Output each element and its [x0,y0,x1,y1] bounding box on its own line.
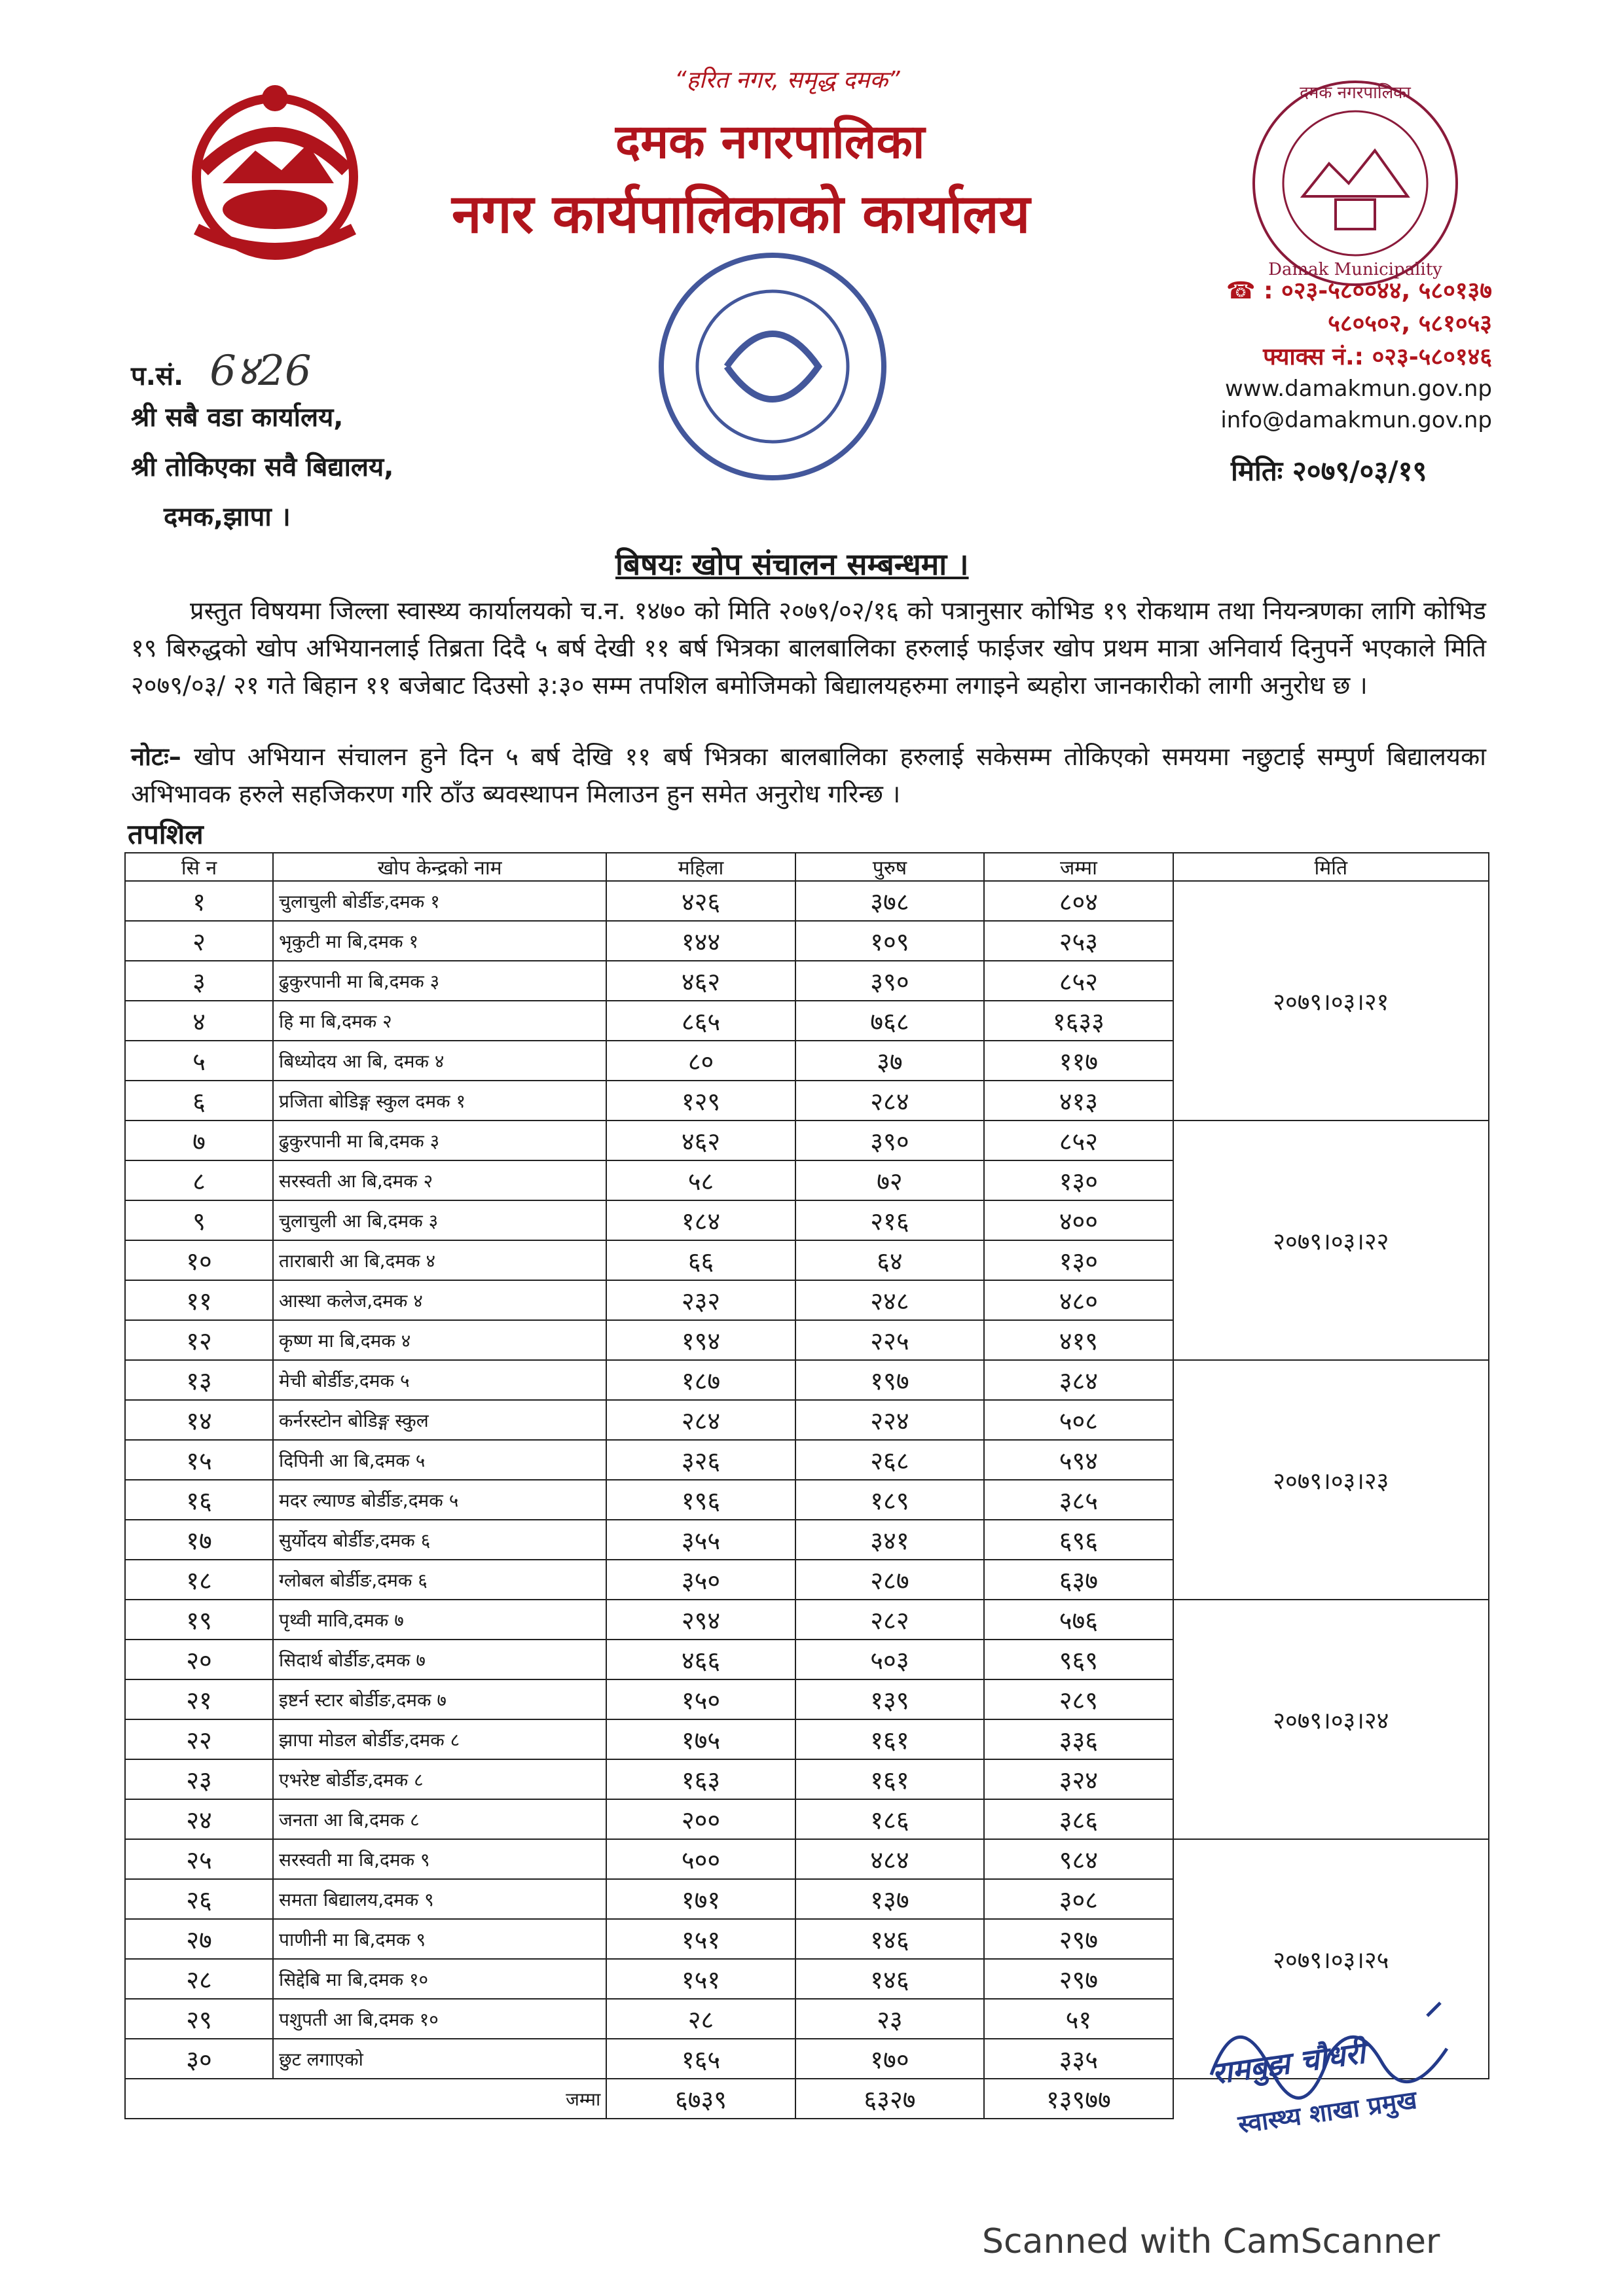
signatory-role: स्वास्थ्य शाखा प्रमुख [1236,2085,1419,2139]
row-female: १६५ [606,2039,795,2079]
reference-number [131,340,312,397]
row-sn: १ [125,881,273,921]
table-header-row [125,853,1489,881]
row-sn: २६ [125,1879,273,1919]
row-male: ३४१ [795,1520,984,1560]
row-male: ३७ [795,1041,984,1081]
row-male: १४६ [795,1959,984,1999]
logo-text-en: Damak Municipality [1268,260,1442,279]
header-sn: सि न [125,853,273,881]
row-male: १३७ [795,1879,984,1919]
row-total: १६३३ [984,1001,1173,1041]
row-total: ४१३ [984,1081,1173,1121]
row-total: ९६९ [984,1640,1173,1679]
row-sn: २० [125,1640,273,1679]
header-male: पुरुष [795,853,984,881]
row-sn: २४ [125,1799,273,1839]
row-female: ५०० [606,1839,795,1879]
note-label: नोटः– [131,742,181,771]
row-center-name: छुट लगाएको [273,2039,606,2079]
row-female: ४६२ [606,961,795,1001]
row-male: १६१ [795,1759,984,1799]
row-female: १७१ [606,1879,795,1919]
row-total: १३० [984,1240,1173,1280]
row-total: ८०४ [984,881,1173,921]
row-sn: ९ [125,1200,273,1240]
table-row [125,1121,1489,1160]
subject-line: बिषयः खोप संचालन सम्बन्धमा । [615,547,969,582]
row-center-name: ढुकुरपानी मा बि,दमक ३ [273,961,606,1001]
row-male: २४८ [795,1280,984,1320]
row-male: ४८४ [795,1839,984,1879]
row-center-name: कर्नरस्टोन बोडिङ्ग स्कुल [273,1400,606,1440]
row-sn: १६ [125,1480,273,1520]
table-row [125,1839,1489,1879]
row-female: २०० [606,1799,795,1839]
office-stamp-icon [648,236,897,497]
row-male: ६४ [795,1240,984,1280]
row-female: १९६ [606,1480,795,1520]
row-total: ११७ [984,1041,1173,1081]
row-center-name: हि मा बि,दमक २ [273,1001,606,1041]
row-center-name: इष्टर्न स्टार बोर्डीङ,दमक ७ [273,1679,606,1719]
row-center-name: प्रजिता बोडिङ्ग स्कुल दमक १ [273,1081,606,1121]
row-center-name: पृथ्वी मावि,दमक ७ [273,1600,606,1640]
row-date: २०७९।०३।२३ [1173,1360,1489,1600]
header-female: महिला [606,853,795,881]
row-female: १८७ [606,1360,795,1400]
row-center-name: चुलाचुली आ बि,दमक ३ [273,1200,606,1240]
row-male: ३९० [795,1121,984,1160]
header-center-name: खोप केन्द्रको नाम [273,853,606,881]
row-center-name: एभरेष्ट बोर्डीङ,दमक ८ [273,1759,606,1799]
row-male: २२४ [795,1400,984,1440]
row-sn: १३ [125,1360,273,1400]
row-female: ८६५ [606,1001,795,1041]
row-sn: ६ [125,1081,273,1121]
row-sn: १८ [125,1560,273,1600]
row-male: १९७ [795,1360,984,1400]
row-sn: ३ [125,961,273,1001]
row-male: २१६ [795,1200,984,1240]
row-date: २०७९।०३।२१ [1173,881,1489,1121]
row-female: १५० [606,1679,795,1719]
row-total: २९७ [984,1959,1173,1999]
row-female: १५१ [606,1919,795,1959]
row-female: २८ [606,1999,795,2039]
row-sn: १४ [125,1400,273,1440]
row-sn: ४ [125,1001,273,1041]
row-sn: ७ [125,1121,273,1160]
table-row [125,1360,1489,1400]
row-total: ३८६ [984,1799,1173,1839]
row-center-name: सिद्देबि मा बि,दमक १० [273,1959,606,1999]
row-center-name: ग्लोबल बोर्डीङ,दमक ६ [273,1560,606,1600]
row-female: ८० [606,1041,795,1081]
row-total: ३८४ [984,1360,1173,1400]
row-center-name: सिदार्थ बोर्डीङ,दमक ७ [273,1640,606,1679]
row-center-name: दिपिनी आ बि,दमक ५ [273,1440,606,1480]
row-total: ६९६ [984,1520,1173,1560]
addressee-line-1: श्री सबै वडा कार्यालय, [131,403,344,433]
table-row [125,881,1489,921]
row-male: १८९ [795,1480,984,1520]
letter-date: मितिः २०७९/०३/१९ [1231,455,1427,487]
row-sn: २२ [125,1719,273,1759]
reference-label: प.सं. [131,361,184,391]
row-female: ४६६ [606,1640,795,1679]
scanner-watermark: Scanned with CamScanner [982,2222,1440,2261]
row-male: २३ [795,1999,984,2039]
row-total: ८५२ [984,1121,1173,1160]
row-sn: ३० [125,2039,273,2079]
motto: “हरित नगर, समृद्ध दमक” [674,67,900,94]
phone-line-1: ☎ : ०२३-५८००४४, ५८०१३७ [1226,278,1492,304]
office-title: नगर कार्यपालिकाको कार्यालय [452,183,1030,245]
row-sn: १९ [125,1600,273,1640]
row-center-name: पशुपती आ बि,दमक १० [273,1999,606,2039]
schedule-title: तपशिल [128,818,204,850]
nepal-emblem-icon [177,72,373,275]
row-female: ५८ [606,1160,795,1200]
row-total: ८५२ [984,961,1173,1001]
row-total: १३० [984,1160,1173,1200]
row-total: ९८४ [984,1839,1173,1879]
row-sn: ११ [125,1280,273,1320]
addressee-block [131,393,393,542]
row-center-name: मेची बोर्डीङ,दमक ५ [273,1360,606,1400]
row-male: ७६८ [795,1001,984,1041]
row-sn: १५ [125,1440,273,1480]
row-male: २८४ [795,1081,984,1121]
row-male: २८२ [795,1600,984,1640]
row-female: ३५५ [606,1520,795,1560]
row-sn: १७ [125,1520,273,1560]
row-sn: १० [125,1240,273,1280]
row-total: ५७६ [984,1600,1173,1640]
row-female: ४२६ [606,881,795,921]
row-center-name: जनता आ बि,दमक ८ [273,1799,606,1839]
row-female: ३२६ [606,1440,795,1480]
row-male: २२५ [795,1320,984,1360]
row-total: २५३ [984,921,1173,961]
damak-municipality-logo-icon [1244,72,1467,295]
row-male: ५०३ [795,1640,984,1679]
reference-value: 6४26 [210,347,312,395]
row-male: ३९० [795,961,984,1001]
row-total: ३२४ [984,1759,1173,1799]
totals-label: जम्मा [125,2079,606,2119]
row-male: ३७८ [795,881,984,921]
row-female: १८४ [606,1200,795,1240]
addressee-line-3: दमक,झापा । [164,502,291,532]
contact-block [1220,275,1492,436]
row-sn: २८ [125,1959,273,1999]
total-male: ६३२७ [795,2079,984,2119]
row-date: २०७९।०३।२२ [1173,1121,1489,1360]
row-total: ५१ [984,1999,1173,2039]
row-male: १६१ [795,1719,984,1759]
row-total: २९७ [984,1919,1173,1959]
total-grand: १३९७७ [984,2079,1173,2119]
row-total: ४१९ [984,1320,1173,1360]
logo-text: दमक नगरपालिका [1300,83,1411,103]
row-center-name: चुलाचुली बोर्डीङ,दमक १ [273,881,606,921]
row-total: ५९४ [984,1440,1173,1480]
row-center-name: सरस्वती आ बि,दमक २ [273,1160,606,1200]
vaccination-schedule-table [124,852,1489,2119]
row-center-name: ताराबारी आ बि,दमक ४ [273,1240,606,1280]
row-sn: २७ [125,1919,273,1959]
row-male: १८६ [795,1799,984,1839]
row-total: ४८० [984,1280,1173,1320]
row-female: ४६२ [606,1121,795,1160]
row-female: १५१ [606,1959,795,1999]
row-total: ३३६ [984,1719,1173,1759]
row-female: ६६ [606,1240,795,1280]
row-female: १७५ [606,1719,795,1759]
row-date: २०७९।०३।२४ [1173,1600,1489,1839]
row-total: ५०८ [984,1400,1173,1440]
signatory-name: रामबुझ चौधरी [1209,2034,1368,2092]
row-male: १०९ [795,921,984,961]
row-sn: २३ [125,1759,273,1799]
header-total: जम्मा [984,853,1173,881]
row-male: ७२ [795,1160,984,1200]
row-female: १९४ [606,1320,795,1360]
row-sn: २९ [125,1999,273,2039]
row-date: २०७९।०३।२५ [1173,1839,1489,2079]
table-row [125,1600,1489,1640]
row-total: ४०० [984,1200,1173,1240]
row-female: ३५० [606,1560,795,1600]
row-total: २८९ [984,1679,1173,1719]
row-female: १४४ [606,921,795,961]
note-paragraph [131,738,1486,813]
row-sn: ८ [125,1160,273,1200]
row-male: १४६ [795,1919,984,1959]
row-center-name: समता बिद्यालय,दमक ९ [273,1879,606,1919]
row-center-name: भृकुटी मा बि,दमक १ [273,921,606,961]
row-total: ६३७ [984,1560,1173,1600]
row-male: १७० [795,2039,984,2079]
phone-line-2: ५८०५०२, ५८१०५३ [1328,310,1492,338]
row-center-name: कृष्ण मा बि,दमक ४ [273,1320,606,1360]
municipality-title: दमक नगरपालिका [615,114,925,169]
row-total: ३०८ [984,1879,1173,1919]
row-center-name: ढुकुरपानी मा बि,दमक ३ [273,1121,606,1160]
row-center-name: मदर ल्याण्ड बोर्डीङ,दमक ५ [273,1480,606,1520]
row-female: २९४ [606,1600,795,1640]
addressee-line-2: श्री तोकिएका सवै बिद्यालय, [131,452,394,482]
row-male: २८७ [795,1560,984,1600]
row-sn: १२ [125,1320,273,1360]
row-female: १२९ [606,1081,795,1121]
row-center-name: बिध्योदय आ बि, दमक ४ [273,1041,606,1081]
fax-number: फ्याक्स नं.: ०२३-५८०१४६ [1263,343,1492,370]
body-paragraph: प्रस्तुत विषयमा जिल्ला स्वास्थ्य कार्यालयको च.न. १४७० को मिति २०७९/०२/१६ को पत्रानुसार कोभिड १९ रोकथाम तथा नियन्त्रणका लागि कोभिड १९ बिरुद्धको खोप अभियानलाई तिब्रता दिदै ५ बर्ष देखी ११ बर्ष भित्रका बालबालिका हरुलाई फाईजर खोप प्रथम मात्रा अनिवार्य दिनुपर्ने भएकाले मिति २०७९/०३/ २१ गते बिहान ११ बजेबाट दिउसो ३:३० सम्म तपशिल बमोजिमको बिद्यालयहरुमा लगाइने ब्यहोरा जानकारीको लागी अनुरोध छ । [131,596,1486,700]
email-link[interactable]: info@damakmun.gov.np [1220,406,1492,433]
website-link[interactable]: www.damakmun.gov.np [1225,376,1492,403]
row-female: १६३ [606,1759,795,1799]
row-sn: २५ [125,1839,273,1879]
header-date: मिति [1173,853,1489,881]
total-female: ६७३९ [606,2079,795,2119]
row-center-name: आस्था कलेज,दमक ४ [273,1280,606,1320]
row-center-name: सुर्योदय बोर्डीङ,दमक ६ [273,1520,606,1560]
row-center-name: पाणीनी मा बि,दमक ९ [273,1919,606,1959]
row-sn: २१ [125,1679,273,1719]
row-center-name: झापा मोडल बोर्डीङ,दमक ८ [273,1719,606,1759]
row-male: १३९ [795,1679,984,1719]
row-female: २३२ [606,1280,795,1320]
note-text: खोप अभियान संचालन हुने दिन ५ बर्ष देखि ११ बर्ष भित्रका बालबालिका हरुलाई सकेसम्म तोकिएको समयमा नछुटाई सम्पुर्ण बिद्यालयका अभिभावक हरुले सहजिकरण गरि ठाँउ ब्यवस्थापन मिलाउन हुन समेत अनुरोध गरिन्छ । [131,742,1486,808]
row-sn: ५ [125,1041,273,1081]
row-male: २६८ [795,1440,984,1480]
row-total: ३८५ [984,1480,1173,1520]
row-female: २८४ [606,1400,795,1440]
row-sn: २ [125,921,273,961]
row-center-name: सरस्वती मा बि,दमक ९ [273,1839,606,1879]
row-total: ३३५ [984,2039,1173,2079]
